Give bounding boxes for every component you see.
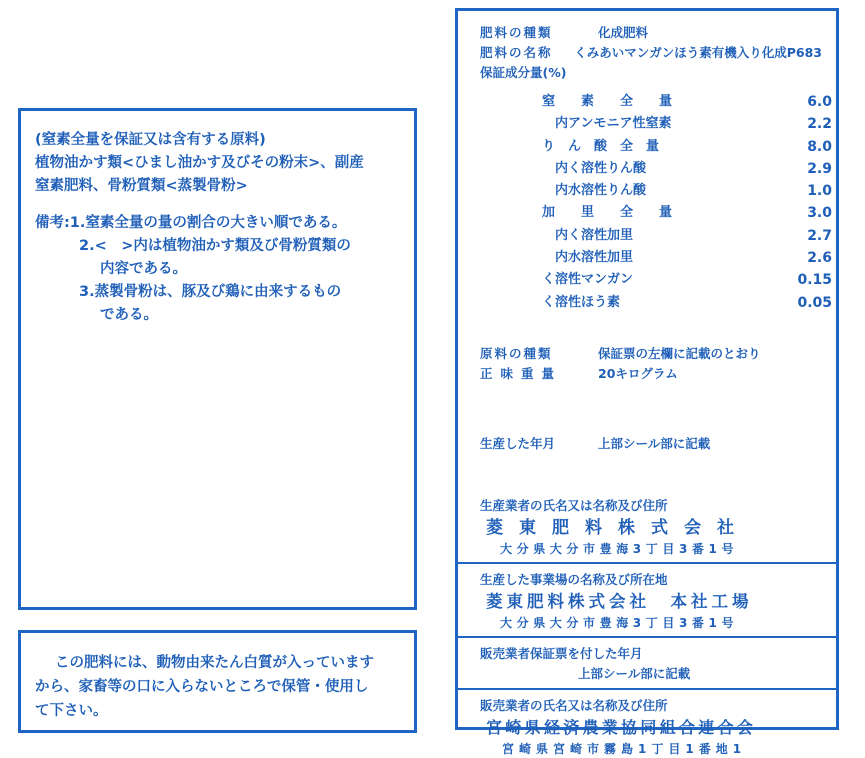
- materials-line: (窒素全量を保証又は含有する原料): [35, 132, 266, 148]
- seller-date-section: [480, 644, 822, 684]
- component-name: 内アンモニア性窒素: [542, 116, 672, 132]
- production-date-key: 生産した年月: [480, 435, 556, 451]
- fertilizer-type-key: 肥料の種類: [480, 25, 553, 40]
- guarantee-title: 保証成分量(%): [480, 65, 567, 80]
- component-name: 内水溶性りん酸: [542, 183, 647, 199]
- warning-line: から、家畜等の口に入らないところで保管・使用し: [35, 679, 369, 695]
- producer-title: 生産業者の氏名又は名称及び住所: [480, 497, 668, 513]
- fertilizer-type-row: [480, 23, 822, 43]
- fertilizer-name-key: 肥料の名称: [480, 45, 553, 60]
- production-date-value: 上部シール部に記載: [598, 435, 711, 451]
- warning-box: [18, 630, 417, 733]
- materials-line: 窒素肥料、骨粉質類<蒸製骨粉>: [35, 178, 248, 194]
- components-table: [542, 91, 832, 314]
- divider: [458, 562, 836, 564]
- divider: [458, 688, 836, 690]
- raw-material-section: [480, 344, 822, 384]
- note-line: 3.蒸製骨粉は、豚及び鶏に由来するもの: [79, 284, 342, 300]
- factory-address: 大分県大分市豊海3丁目3番1号: [500, 615, 739, 630]
- production-date-row: [480, 434, 822, 454]
- net-weight-row: [480, 364, 822, 384]
- component-value: 0.05: [797, 294, 832, 311]
- seller-date-value: 上部シール部に記載: [578, 665, 691, 681]
- raw-material-key: 原料の種類: [480, 345, 553, 361]
- component-name: 窒 素 全 量: [542, 94, 673, 109]
- raw-material-row: [480, 344, 822, 364]
- component-row: [542, 202, 832, 224]
- component-row: [542, 225, 832, 247]
- component-value: 8.0: [807, 138, 832, 155]
- fertilizer-name-value: くみあいマンガンほう素有機入り化成P683: [574, 45, 822, 60]
- component-row: [542, 113, 832, 135]
- note-line: 内容である。: [100, 261, 187, 277]
- seller-title: 販売業者の氏名又は名称及び住所: [480, 697, 668, 713]
- component-row: [542, 247, 832, 269]
- producer-section: [480, 496, 822, 558]
- component-name: 内水溶性加里: [542, 250, 634, 266]
- component-name: く溶性マンガン: [542, 272, 634, 288]
- component-row: [542, 136, 832, 158]
- notes-block: [35, 212, 400, 327]
- component-name: 内く溶性加里: [542, 227, 634, 243]
- component-row: [542, 91, 832, 113]
- guarantee-label-box: [455, 8, 839, 756]
- fertilizer-type-value: 化成肥料: [598, 25, 649, 40]
- component-name: 加 里 全 量: [542, 205, 673, 221]
- seller-name: 宮崎県経済農業協同組合連合会: [486, 717, 757, 737]
- component-value: 3.0: [807, 205, 832, 222]
- component-name: 内く溶性りん酸: [542, 160, 647, 176]
- component-value: 6.0: [807, 94, 832, 110]
- component-value: 1.0: [807, 183, 832, 200]
- component-name: く溶性ほう素: [542, 294, 621, 310]
- divider: [458, 636, 836, 638]
- component-row: [542, 292, 832, 314]
- seller-date-title: 販売業者保証票を付した年月: [480, 645, 643, 661]
- component-value: 2.7: [807, 227, 832, 244]
- note-line: 備考:1.窒素全量の量の割合の大きい順である。: [35, 215, 347, 231]
- component-value: 2.6: [807, 250, 832, 267]
- seller-address: 宮崎県宮崎市霧島1丁目1番地1: [502, 741, 747, 756]
- factory-name: 菱東肥料株式会社 本社工場: [486, 591, 753, 611]
- factory-section: [480, 570, 822, 632]
- raw-materials-box: [18, 108, 417, 610]
- raw-material-value: 保証票の左欄に記載のとおり: [598, 345, 761, 361]
- fertilizer-name-row: [480, 43, 822, 63]
- factory-title: 生産した事業場の名称及び所在地: [480, 571, 668, 587]
- note-line: である。: [100, 307, 158, 323]
- producer-address: 大分県大分市豊海3丁目3番1号: [500, 541, 739, 556]
- component-value: 0.15: [797, 272, 832, 289]
- note-line: 2.< >内は植物油かす類及び骨粉質類の: [79, 238, 351, 254]
- warning-line: この肥料には、動物由来たん白質が入っています: [55, 655, 374, 671]
- warning-line: て下さい。: [35, 703, 108, 719]
- net-weight-key: 正味重量: [480, 365, 563, 381]
- component-name: り ん 酸 全 量: [542, 138, 660, 154]
- producer-name: 菱東肥料株式会社: [486, 517, 750, 538]
- net-weight-value: 20キログラム: [598, 365, 678, 381]
- materials-line: 植物油かす類<ひまし油かす及びその粉末>、副産: [35, 155, 364, 171]
- component-row: [542, 269, 832, 291]
- component-row: [542, 158, 832, 180]
- component-value: 2.9: [807, 160, 832, 177]
- component-value: 2.2: [807, 116, 832, 133]
- component-row: [542, 180, 832, 202]
